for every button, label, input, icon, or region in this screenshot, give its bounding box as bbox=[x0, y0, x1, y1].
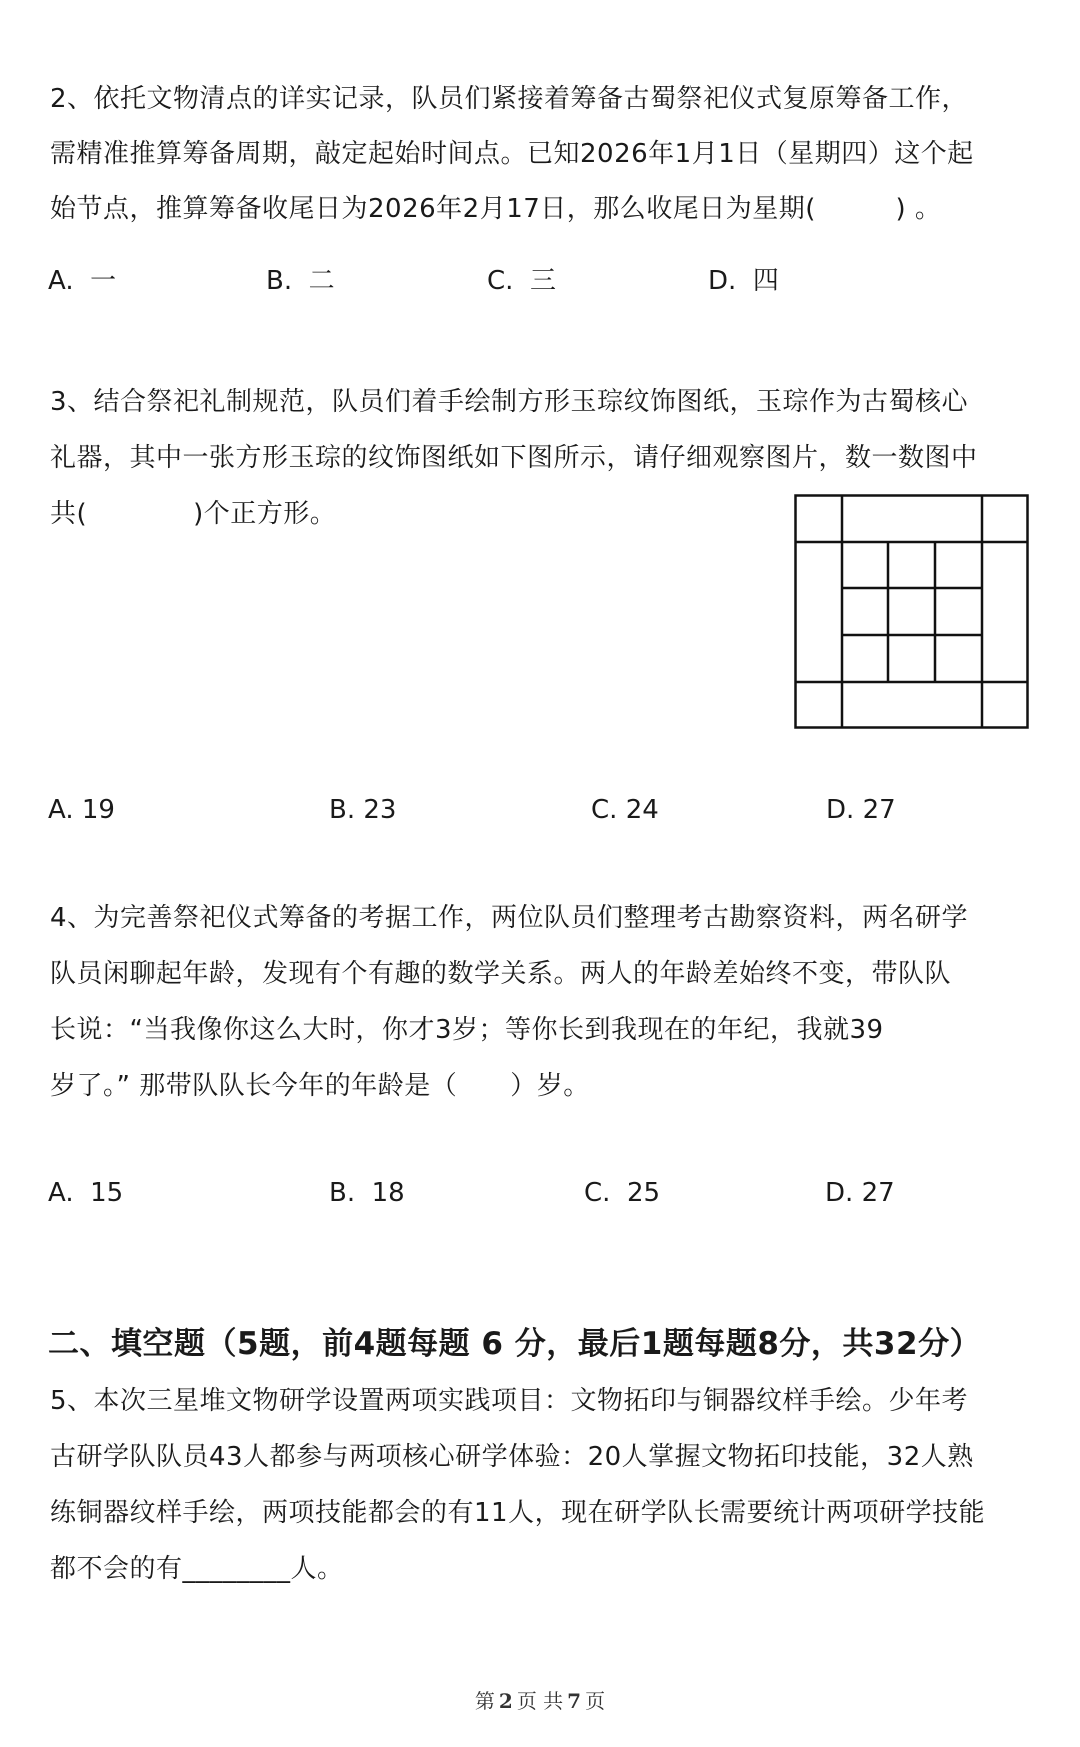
q3-line-3: 共( )个正方形。 bbox=[50, 499, 337, 529]
q5-line-3: 练铜器纹样手绘，两项技能都会的有11人，现在研学队长需要统计两项研学技能 bbox=[50, 1498, 986, 1528]
q2-line-3: 始节点，推算筹备收尾日为2026年2月17日，那么收尾日为星期( ) 。 bbox=[50, 194, 942, 224]
q5-line-1: 5、本次三星堆文物研学设置两项实践项目：文物拓印与铜器纹样手绘。少年考 bbox=[50, 1386, 969, 1416]
q3-line-1: 3、结合祭祀礼制规范，队员们着手绘制方形玉琮纹饰图纸，玉琮作为古蜀核心 bbox=[50, 387, 969, 417]
q3-option-d: D. 27 bbox=[826, 795, 896, 825]
q2-option-d: D. 四 bbox=[708, 266, 779, 296]
q3-line-2: 礼器，其中一张方形玉琮的纹饰图纸如下图所示，请仔细观察图片，数一数图中 bbox=[50, 443, 978, 473]
q4-option-d: D. 27 bbox=[825, 1178, 895, 1208]
footer-mid: 页 共 bbox=[516, 1689, 564, 1713]
jade-cong-pattern-figure bbox=[794, 494, 1030, 730]
q5-line-4: 都不会的有________人。 bbox=[50, 1554, 344, 1584]
q3-option-b: B. 23 bbox=[329, 795, 397, 825]
q2-option-a: A. 一 bbox=[48, 266, 117, 296]
q5-line-2: 古研学队队员43人都参与两项核心研学体验：20人掌握文物拓印技能，32人熟 bbox=[50, 1442, 974, 1472]
footer-page-number: 2 bbox=[498, 1689, 513, 1713]
footer-total-pages: 7 bbox=[567, 1689, 582, 1713]
outer-square bbox=[796, 496, 1028, 728]
q4-line-3: 长说：“当我像你这么大时，你才3岁；等你长到我现在的年纪，我就39 bbox=[50, 1015, 884, 1045]
q4-line-4: 岁了。” 那带队队长今年的年龄是（ ）岁。 bbox=[50, 1071, 590, 1101]
q2-option-b: B. 二 bbox=[266, 266, 335, 296]
q4-option-a: A. 15 bbox=[48, 1178, 124, 1208]
q3-option-a: A. 19 bbox=[48, 795, 115, 825]
section-heading-fill-in: 二、填空题（5题，前4题每题 6 分，最后1题每题8分，共32分） bbox=[48, 1326, 982, 1362]
q3-option-c: C. 24 bbox=[591, 795, 659, 825]
page-footer bbox=[0, 1685, 1080, 1714]
q2-line-1: 2、依托文物清点的详实记录，队员们紧接着筹备古蜀祭祀仪式复原筹备工作， bbox=[50, 84, 969, 114]
q4-line-2: 队员闲聊起年龄，发现有个有趣的数学关系。两人的年龄差始终不变，带队队 bbox=[50, 959, 952, 989]
q2-line-2: 需精准推算筹备周期，敲定起始时间点。已知2026年1月1日（星期四）这个起 bbox=[50, 139, 974, 169]
q4-line-1: 4、为完善祭祀仪式筹备的考据工作，两位队员们整理考古勘察资料，两名研学 bbox=[50, 903, 969, 933]
footer-prefix: 第 bbox=[474, 1689, 495, 1713]
q4-option-b: B. 18 bbox=[329, 1178, 405, 1208]
footer-suffix: 页 bbox=[585, 1689, 606, 1713]
q2-option-c: C. 三 bbox=[487, 266, 556, 296]
q4-option-c: C. 25 bbox=[584, 1178, 661, 1208]
